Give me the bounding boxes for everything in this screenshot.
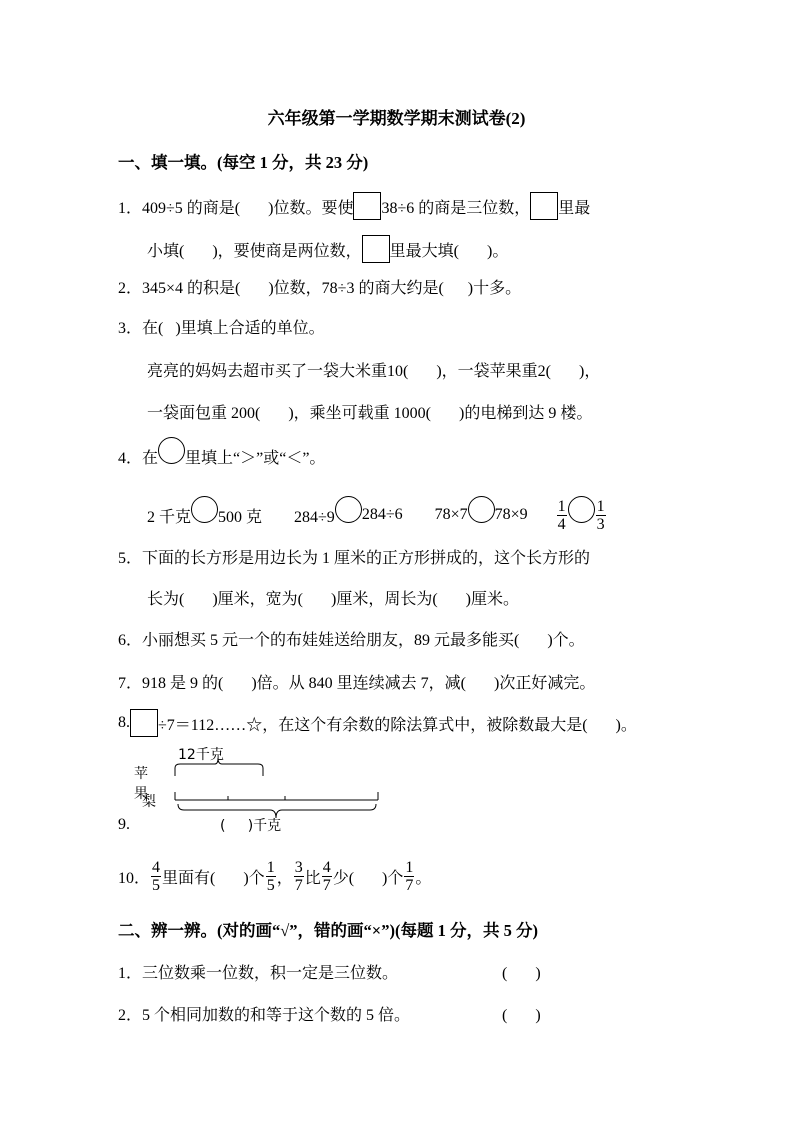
question-line (147, 497, 607, 533)
fraction (596, 498, 606, 533)
question-line (118, 311, 325, 341)
question-text: ÷7＝112……☆，在这个有余数的除法算式中，被除数最大是( )。 (158, 716, 637, 734)
question-line (118, 441, 325, 471)
question-text: 1．409÷5 的商是( )位数。要使 (118, 199, 354, 217)
question-line (147, 396, 592, 426)
question-line (118, 858, 432, 894)
question-text: 一袋面包重 200( )，乘坐可载重 1000( )的电梯到达 9 楼。 (147, 404, 593, 422)
question-text: 里填上“＞”或“＜”。 (185, 449, 326, 467)
numerator: 1 (405, 858, 414, 876)
question-text: 78×9 (494, 506, 556, 523)
question-line (118, 271, 521, 301)
question-text: 里最 (558, 199, 591, 217)
question-line (147, 234, 508, 264)
pear-weight-label: ( )千克 (220, 818, 282, 834)
answer-box (530, 192, 558, 220)
question-line (147, 582, 519, 612)
apple-weight-label: 12千克 (178, 747, 224, 763)
question-text: 6．小丽想买 5 元一个的布娃娃送给朋友，89 元最多能买( )个。 (118, 631, 585, 649)
numerator: 3 (294, 858, 303, 876)
question-line (118, 666, 595, 696)
page-title: 六年级第一学期数学期末测试卷(2) (267, 109, 526, 128)
question-text: 8. (118, 714, 130, 731)
fraction (557, 498, 567, 533)
compare-circle (335, 496, 362, 523)
question-text: 长为( )厘米，宽为( )厘米，周长为( )厘米。 (147, 590, 519, 608)
numerator: 4 (322, 858, 331, 876)
question-text: 3．在( )里填上合适的单位。 (118, 319, 325, 337)
question-text: 2 千克 (147, 508, 192, 526)
compare-circle (468, 496, 495, 523)
question-line (118, 541, 590, 571)
question-text: 9. (118, 816, 130, 833)
numerator: 1 (266, 858, 275, 876)
question-text: 。 (415, 869, 432, 887)
fraction (294, 859, 304, 894)
question-line (118, 623, 585, 653)
question-text: 里面有( )个 (162, 869, 265, 887)
denominator: 7 (294, 876, 303, 894)
section-1-heading: 一、填一填。(每空 1 分，共 23 分) (118, 153, 369, 172)
numerator: 1 (596, 497, 605, 515)
section-2-heading: 二、辨一辨。(对的画“√”，错的画“×”)(每题 1 分，共 5 分) (118, 921, 538, 940)
compare-circle (191, 496, 218, 523)
question-text: 38÷6 的商是三位数， (381, 199, 531, 217)
question-line (118, 191, 590, 221)
fraction (266, 859, 276, 894)
compare-circle (568, 496, 595, 523)
denominator: 5 (152, 876, 161, 894)
question-text: 5．下面的长方形是用边长为 1 厘米的正方形拼成的，这个长方形的 (118, 549, 591, 567)
answer-box (353, 192, 381, 220)
answer-box (362, 235, 390, 263)
fraction (151, 859, 161, 894)
question-text: 284÷6 78×7 (361, 506, 468, 523)
question-text: ， (276, 869, 293, 887)
denominator: 5 (266, 876, 275, 894)
question-line (147, 354, 600, 384)
numerator: 1 (557, 497, 566, 515)
question-text: 2．345×4 的积是( )位数，78÷3 的商大约是( )十多。 (118, 279, 522, 297)
denominator: 3 (596, 515, 605, 533)
question-text: 少( )个 (332, 869, 404, 887)
question-text: 10． (118, 869, 151, 887)
question-text: 4．在 (118, 449, 159, 467)
question-text: 500 克 284÷9 (218, 508, 335, 526)
question-text: 亮亮的妈妈去超市买了一袋大米重10( )，一袋苹果重2( )， (147, 362, 601, 380)
fraction (404, 859, 414, 894)
pear-label: 梨 (142, 794, 156, 810)
answer-box (130, 709, 158, 737)
question-line (118, 810, 130, 840)
numerator: 4 (152, 858, 161, 876)
question-text: 1．三位数乘一位数，积一定是三位数。 ( ) (118, 964, 541, 982)
question-text: 7．918 是 9 的( )倍。从 840 里连续减去 7，减( )次正好减完。 (118, 674, 596, 692)
apple-label: 苹果 (134, 766, 148, 802)
question-line (118, 708, 637, 738)
compare-circle (158, 437, 185, 464)
denominator: 7 (405, 876, 414, 894)
question-text: 比 (304, 869, 321, 887)
denominator: 7 (322, 876, 331, 894)
denominator: 4 (557, 515, 566, 533)
fraction (322, 859, 332, 894)
question-text: 小填( )，要使商是两位数， (147, 242, 362, 260)
question-line (118, 956, 541, 986)
question-text: 2．5 个相同加数的和等于这个数的 5 倍。 ( ) (118, 1006, 541, 1024)
question-text: 里最大填( )。 (389, 242, 509, 260)
question-line (118, 998, 541, 1028)
